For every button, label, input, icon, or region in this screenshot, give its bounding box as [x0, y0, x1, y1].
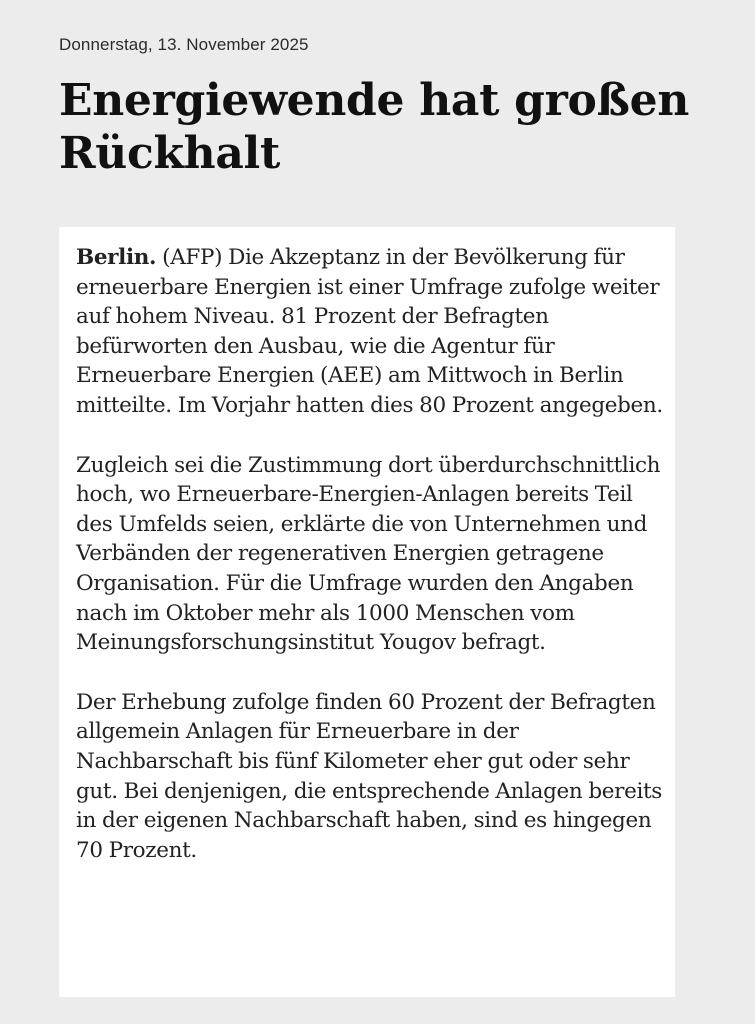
paragraph-text: Der Erhebung zufolge finden 60 Prozent der Befragten allgemein Anlagen für Erneuerbare in der Nachbarschaft bis fünf Kilometer eher gut oder sehr gut. Bei denjenigen, die entsprechende Anlagen bereits in der eigenen Nachbarschaft haben, sind es hingegen 70 Prozent. — [76, 689, 662, 863]
paragraph-text: (AFP) Die Akzeptanz in der Bevölkerung für erneuerbare Energien ist einer Umfrage zufolge weiter auf hohem Niveau. 81 Prozent der Befragten befürworten den Ausbau, wie die Agentur für Erneuerbare Energien (AEE) am Mittwoch in Berlin mitteilte. Im Vorjahr hatten dies 80 Prozent angegeben. — [76, 245, 663, 418]
dateline-city: Berlin. — [76, 245, 157, 270]
paragraph-text: Zugleich sei die Zustimmung dort überdurchschnittlich hoch, wo Erneuerbare-Energien-Anlagen bereits Teil des Umfelds seien, erklärte die von Unternehmen und Verbänden der regenerativen Energien getragene Organisation. Für die Umfrage wurden den Angaben nach im Oktober mehr als 1000 Menschen vom Meinungsforschungsinstitut Yougov befragt. — [76, 452, 661, 656]
article-paragraph — [76, 688, 665, 866]
article-paragraph — [76, 451, 665, 658]
article-headline: Energiewende hat großen Rückhalt — [59, 75, 690, 179]
article-date: Donnerstag, 13. November 2025 — [59, 35, 309, 54]
article-paragraph — [76, 243, 665, 421]
article-body — [59, 227, 675, 997]
